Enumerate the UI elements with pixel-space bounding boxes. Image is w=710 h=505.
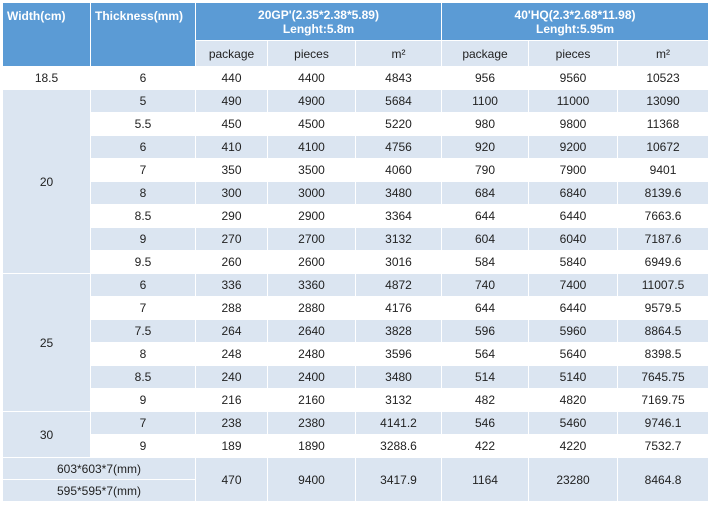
value-cell: 920 xyxy=(442,136,529,159)
width-cell: 18.5 xyxy=(3,67,91,90)
value-cell: 450 xyxy=(196,113,268,136)
value-cell: 604 xyxy=(442,228,529,251)
value-cell: 4141.2 xyxy=(356,412,442,435)
table-row xyxy=(3,320,709,343)
value-cell: 248 xyxy=(196,343,268,366)
value-cell: 1164 xyxy=(442,458,529,502)
header-20gp xyxy=(196,3,442,41)
value-cell: 240 xyxy=(196,366,268,389)
value-cell: 684 xyxy=(442,182,529,205)
value-cell: 3480 xyxy=(356,182,442,205)
thickness-cell: 7 xyxy=(91,159,196,182)
table-row xyxy=(3,136,709,159)
width-cell: 25 xyxy=(3,274,91,412)
value-cell: 8139.6 xyxy=(618,182,709,205)
subheader-20-pieces: pieces xyxy=(268,41,356,67)
thickness-cell: 9 xyxy=(91,389,196,412)
value-cell: 4400 xyxy=(268,67,356,90)
value-cell: 7187.6 xyxy=(618,228,709,251)
value-cell: 7532.7 xyxy=(618,435,709,458)
table-row xyxy=(3,67,709,90)
value-cell: 9579.5 xyxy=(618,297,709,320)
value-cell: 4176 xyxy=(356,297,442,320)
value-cell: 644 xyxy=(442,205,529,228)
value-cell: 238 xyxy=(196,412,268,435)
value-cell: 9401 xyxy=(618,159,709,182)
container-loading-table xyxy=(2,2,709,502)
value-cell: 10523 xyxy=(618,67,709,90)
value-cell: 7169.75 xyxy=(618,389,709,412)
table-row xyxy=(3,205,709,228)
value-cell: 5960 xyxy=(529,320,618,343)
thickness-cell: 5 xyxy=(91,90,196,113)
value-cell: 2640 xyxy=(268,320,356,343)
thickness-cell: 8 xyxy=(91,343,196,366)
value-cell: 336 xyxy=(196,274,268,297)
value-cell: 3828 xyxy=(356,320,442,343)
value-cell: 5140 xyxy=(529,366,618,389)
value-cell: 2160 xyxy=(268,389,356,412)
thickness-cell: 6 xyxy=(91,136,196,159)
value-cell: 514 xyxy=(442,366,529,389)
value-cell: 3288.6 xyxy=(356,435,442,458)
value-cell: 5640 xyxy=(529,343,618,366)
header-thickness: Thickness(mm) xyxy=(91,3,196,67)
table-row xyxy=(3,389,709,412)
value-cell: 2900 xyxy=(268,205,356,228)
subheader-40-package: package xyxy=(442,41,529,67)
value-cell: 6440 xyxy=(529,297,618,320)
table-row xyxy=(3,343,709,366)
value-cell: 300 xyxy=(196,182,268,205)
value-cell: 3596 xyxy=(356,343,442,366)
value-cell: 3417.9 xyxy=(356,458,442,502)
value-cell: 6949.6 xyxy=(618,251,709,274)
value-cell: 4900 xyxy=(268,90,356,113)
value-cell: 546 xyxy=(442,412,529,435)
value-cell: 790 xyxy=(442,159,529,182)
value-cell: 1890 xyxy=(268,435,356,458)
value-cell: 216 xyxy=(196,389,268,412)
table-row xyxy=(3,458,709,480)
value-cell: 270 xyxy=(196,228,268,251)
value-cell: 5684 xyxy=(356,90,442,113)
value-cell: 5460 xyxy=(529,412,618,435)
header-row xyxy=(3,3,709,41)
value-cell: 4220 xyxy=(529,435,618,458)
value-cell: 9400 xyxy=(268,458,356,502)
value-cell: 2380 xyxy=(268,412,356,435)
value-cell: 9560 xyxy=(529,67,618,90)
header-40hq-length: Lenght:5.95m xyxy=(536,21,615,36)
value-cell: 4872 xyxy=(356,274,442,297)
value-cell: 260 xyxy=(196,251,268,274)
value-cell: 11000 xyxy=(529,90,618,113)
width-cell: 20 xyxy=(3,90,91,274)
table-row xyxy=(3,251,709,274)
tile-size-603: 603*603*7(mm) xyxy=(3,458,196,480)
value-cell: 13090 xyxy=(618,90,709,113)
thickness-cell: 9 xyxy=(91,435,196,458)
value-cell: 980 xyxy=(442,113,529,136)
thickness-cell: 8.5 xyxy=(91,366,196,389)
value-cell: 2400 xyxy=(268,366,356,389)
value-cell: 7900 xyxy=(529,159,618,182)
table-row xyxy=(3,113,709,136)
value-cell: 4756 xyxy=(356,136,442,159)
value-cell: 5840 xyxy=(529,251,618,274)
value-cell: 3500 xyxy=(268,159,356,182)
thickness-cell: 9 xyxy=(91,228,196,251)
table-row xyxy=(3,90,709,113)
value-cell: 290 xyxy=(196,205,268,228)
value-cell: 4500 xyxy=(268,113,356,136)
value-cell: 8398.5 xyxy=(618,343,709,366)
value-cell: 596 xyxy=(442,320,529,343)
value-cell: 3480 xyxy=(356,366,442,389)
header-width: Width(cm) xyxy=(3,3,91,67)
value-cell: 8464.8 xyxy=(618,458,709,502)
table-row xyxy=(3,228,709,251)
value-cell: 1100 xyxy=(442,90,529,113)
value-cell: 9200 xyxy=(529,136,618,159)
value-cell: 264 xyxy=(196,320,268,343)
header-20gp-dims: 20GP'(2.35*2.38*5.89) xyxy=(258,7,379,22)
subheader-40-m2: m² xyxy=(618,41,709,67)
value-cell: 410 xyxy=(196,136,268,159)
value-cell: 564 xyxy=(442,343,529,366)
value-cell: 23280 xyxy=(529,458,618,502)
value-cell: 584 xyxy=(442,251,529,274)
value-cell: 9800 xyxy=(529,113,618,136)
value-cell: 440 xyxy=(196,67,268,90)
value-cell: 189 xyxy=(196,435,268,458)
value-cell: 6040 xyxy=(529,228,618,251)
value-cell: 6440 xyxy=(529,205,618,228)
value-cell: 2600 xyxy=(268,251,356,274)
subheader-20-package: package xyxy=(196,41,268,67)
value-cell: 4820 xyxy=(529,389,618,412)
table-row xyxy=(3,412,709,435)
value-cell: 2700 xyxy=(268,228,356,251)
thickness-cell: 6 xyxy=(91,274,196,297)
value-cell: 482 xyxy=(442,389,529,412)
value-cell: 956 xyxy=(442,67,529,90)
table-row xyxy=(3,182,709,205)
table-row xyxy=(3,274,709,297)
value-cell: 4843 xyxy=(356,67,442,90)
value-cell: 6840 xyxy=(529,182,618,205)
tile-size-595: 595*595*7(mm) xyxy=(3,480,196,502)
value-cell: 8864.5 xyxy=(618,320,709,343)
header-40hq-dims: 40'HQ(2.3*2.68*11.98) xyxy=(514,7,636,22)
value-cell: 7663.6 xyxy=(618,205,709,228)
value-cell: 350 xyxy=(196,159,268,182)
value-cell: 9746.1 xyxy=(618,412,709,435)
value-cell: 288 xyxy=(196,297,268,320)
value-cell: 490 xyxy=(196,90,268,113)
value-cell: 3360 xyxy=(268,274,356,297)
value-cell: 7645.75 xyxy=(618,366,709,389)
value-cell: 11007.5 xyxy=(618,274,709,297)
value-cell: 11368 xyxy=(618,113,709,136)
thickness-cell: 6 xyxy=(91,67,196,90)
value-cell: 4100 xyxy=(268,136,356,159)
value-cell: 2880 xyxy=(268,297,356,320)
header-40hq xyxy=(442,3,709,41)
thickness-cell: 7 xyxy=(91,297,196,320)
thickness-cell: 7 xyxy=(91,412,196,435)
value-cell: 644 xyxy=(442,297,529,320)
thickness-cell: 5.5 xyxy=(91,113,196,136)
value-cell: 3132 xyxy=(356,389,442,412)
value-cell: 2480 xyxy=(268,343,356,366)
width-cell: 30 xyxy=(3,412,91,458)
value-cell: 5220 xyxy=(356,113,442,136)
value-cell: 4060 xyxy=(356,159,442,182)
table-row xyxy=(3,366,709,389)
value-cell: 3132 xyxy=(356,228,442,251)
thickness-cell: 8.5 xyxy=(91,205,196,228)
table-row xyxy=(3,297,709,320)
value-cell: 3016 xyxy=(356,251,442,274)
header-20gp-length: Lenght:5.8m xyxy=(282,21,355,36)
value-cell: 422 xyxy=(442,435,529,458)
thickness-cell: 9.5 xyxy=(91,251,196,274)
value-cell: 470 xyxy=(196,458,268,502)
value-cell: 10672 xyxy=(618,136,709,159)
value-cell: 740 xyxy=(442,274,529,297)
value-cell: 7400 xyxy=(529,274,618,297)
thickness-cell: 8 xyxy=(91,182,196,205)
subheader-20-m2: m² xyxy=(356,41,442,67)
table-row xyxy=(3,435,709,458)
value-cell: 3364 xyxy=(356,205,442,228)
value-cell: 3000 xyxy=(268,182,356,205)
subheader-40-pieces: pieces xyxy=(529,41,618,67)
table-row xyxy=(3,159,709,182)
thickness-cell: 7.5 xyxy=(91,320,196,343)
